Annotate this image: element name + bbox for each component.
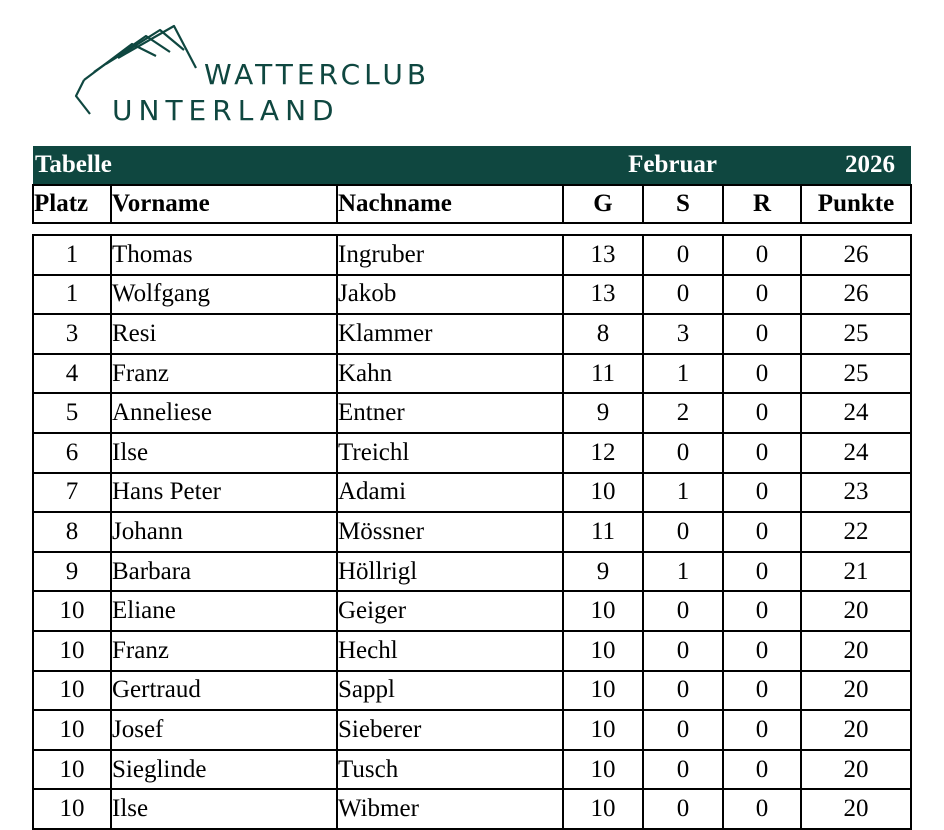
cell-g: 10: [563, 591, 643, 631]
cell-r: 0: [723, 393, 801, 433]
cell-r: 0: [723, 789, 801, 829]
cell-s: 1: [643, 552, 723, 592]
cell-g: 9: [563, 393, 643, 433]
header-row: [33, 185, 911, 223]
cell-platz: 10: [33, 789, 111, 829]
table-label: Tabelle: [33, 146, 337, 185]
cell-nachname: Sappl: [337, 671, 563, 711]
cell-g: 10: [563, 750, 643, 790]
table-row: [33, 789, 911, 829]
table-row: [33, 235, 911, 275]
cell-vorname: Sieglinde: [111, 750, 337, 790]
col-g: G: [563, 185, 643, 223]
table-row: [33, 671, 911, 711]
cell-vorname: Franz: [111, 631, 337, 671]
cell-s: 1: [643, 473, 723, 513]
cell-g: 10: [563, 789, 643, 829]
col-s: S: [643, 185, 723, 223]
cell-platz: 10: [33, 750, 111, 790]
cell-s: 3: [643, 314, 723, 354]
cell-s: 0: [643, 235, 723, 275]
cell-s: 0: [643, 631, 723, 671]
cell-r: 0: [723, 552, 801, 592]
cell-vorname: Josef: [111, 710, 337, 750]
cell-r: 0: [723, 354, 801, 394]
col-r: R: [723, 185, 801, 223]
cell-punkte: 25: [801, 314, 911, 354]
cell-s: 0: [643, 591, 723, 631]
cell-platz: 1: [33, 275, 111, 315]
title-band: [33, 146, 911, 185]
table-row: [33, 354, 911, 394]
cell-nachname: Höllrigl: [337, 552, 563, 592]
cell-s: 0: [643, 710, 723, 750]
cell-platz: 9: [33, 552, 111, 592]
cell-platz: 10: [33, 591, 111, 631]
cell-platz: 10: [33, 710, 111, 750]
cell-g: 10: [563, 710, 643, 750]
spacer-row: [33, 223, 911, 235]
cell-platz: 3: [33, 314, 111, 354]
cell-punkte: 24: [801, 393, 911, 433]
cell-vorname: Hans Peter: [111, 473, 337, 513]
table-row: [33, 750, 911, 790]
cell-nachname: Tusch: [337, 750, 563, 790]
cell-platz: 1: [33, 235, 111, 275]
cell-punkte: 26: [801, 275, 911, 315]
cell-g: 10: [563, 671, 643, 711]
cell-vorname: Wolfgang: [111, 275, 337, 315]
cell-r: 0: [723, 235, 801, 275]
cell-platz: 4: [33, 354, 111, 394]
cell-s: 2: [643, 393, 723, 433]
cell-platz: 6: [33, 433, 111, 473]
cell-r: 0: [723, 710, 801, 750]
table-row: [33, 314, 911, 354]
cell-punkte: 20: [801, 591, 911, 631]
cell-g: 13: [563, 235, 643, 275]
cell-vorname: Gertraud: [111, 671, 337, 711]
table-row: [33, 433, 911, 473]
cell-punkte: 25: [801, 354, 911, 394]
cell-platz: 8: [33, 512, 111, 552]
cell-punkte: 21: [801, 552, 911, 592]
cell-nachname: Sieberer: [337, 710, 563, 750]
cell-r: 0: [723, 512, 801, 552]
cell-g: 10: [563, 631, 643, 671]
col-vorname: Vorname: [111, 185, 337, 223]
col-nachname: Nachname: [337, 185, 563, 223]
cell-punkte: 20: [801, 631, 911, 671]
cell-g: 8: [563, 314, 643, 354]
cell-nachname: Entner: [337, 393, 563, 433]
cell-punkte: 24: [801, 433, 911, 473]
cell-r: 0: [723, 473, 801, 513]
cell-r: 0: [723, 671, 801, 711]
cell-g: 9: [563, 552, 643, 592]
cell-platz: 5: [33, 393, 111, 433]
table-row: [33, 275, 911, 315]
cell-vorname: Franz: [111, 354, 337, 394]
cell-vorname: Ilse: [111, 789, 337, 829]
cell-g: 13: [563, 275, 643, 315]
cell-nachname: Ingruber: [337, 235, 563, 275]
cell-g: 10: [563, 473, 643, 513]
cell-nachname: Treichl: [337, 433, 563, 473]
cell-vorname: Ilse: [111, 433, 337, 473]
cell-punkte: 20: [801, 710, 911, 750]
cell-punkte: 20: [801, 789, 911, 829]
cell-nachname: Wibmer: [337, 789, 563, 829]
table-row: [33, 710, 911, 750]
cell-r: 0: [723, 275, 801, 315]
cell-vorname: Thomas: [111, 235, 337, 275]
cell-vorname: Anneliese: [111, 393, 337, 433]
cell-s: 0: [643, 512, 723, 552]
cell-s: 0: [643, 671, 723, 711]
table-row: [33, 552, 911, 592]
cell-nachname: Hechl: [337, 631, 563, 671]
cell-r: 0: [723, 631, 801, 671]
cell-g: 12: [563, 433, 643, 473]
logo-line2: UNTERLAND: [112, 94, 340, 127]
cell-platz: 10: [33, 671, 111, 711]
cell-s: 0: [643, 275, 723, 315]
club-logo: [72, 22, 432, 132]
table-row: [33, 473, 911, 513]
cell-s: 0: [643, 789, 723, 829]
cell-nachname: Klammer: [337, 314, 563, 354]
cell-g: 11: [563, 512, 643, 552]
table-row: [33, 393, 911, 433]
cell-punkte: 20: [801, 671, 911, 711]
cell-nachname: Jakob: [337, 275, 563, 315]
cell-punkte: 22: [801, 512, 911, 552]
cell-r: 0: [723, 433, 801, 473]
col-punkte: Punkte: [801, 185, 911, 223]
cell-nachname: Geiger: [337, 591, 563, 631]
cell-nachname: Mössner: [337, 512, 563, 552]
cell-r: 0: [723, 314, 801, 354]
cell-nachname: Adami: [337, 473, 563, 513]
cell-s: 0: [643, 750, 723, 790]
cell-platz: 7: [33, 473, 111, 513]
col-platz: Platz: [33, 185, 111, 223]
cell-s: 1: [643, 354, 723, 394]
cell-vorname: Barbara: [111, 552, 337, 592]
cell-s: 0: [643, 433, 723, 473]
cell-punkte: 23: [801, 473, 911, 513]
cell-g: 11: [563, 354, 643, 394]
table-row: [33, 591, 911, 631]
cell-punkte: 26: [801, 235, 911, 275]
cell-platz: 10: [33, 631, 111, 671]
cell-vorname: Resi: [111, 314, 337, 354]
standings-table: [32, 146, 912, 830]
cell-vorname: Johann: [111, 512, 337, 552]
table-row: [33, 512, 911, 552]
cell-nachname: Kahn: [337, 354, 563, 394]
cell-vorname: Eliane: [111, 591, 337, 631]
cell-r: 0: [723, 750, 801, 790]
cell-r: 0: [723, 591, 801, 631]
table-row: [33, 631, 911, 671]
year-label: 2026: [801, 146, 911, 185]
cell-punkte: 20: [801, 750, 911, 790]
month-label: Februar: [337, 146, 723, 185]
logo-line1: WATTERCLUB: [204, 58, 431, 91]
